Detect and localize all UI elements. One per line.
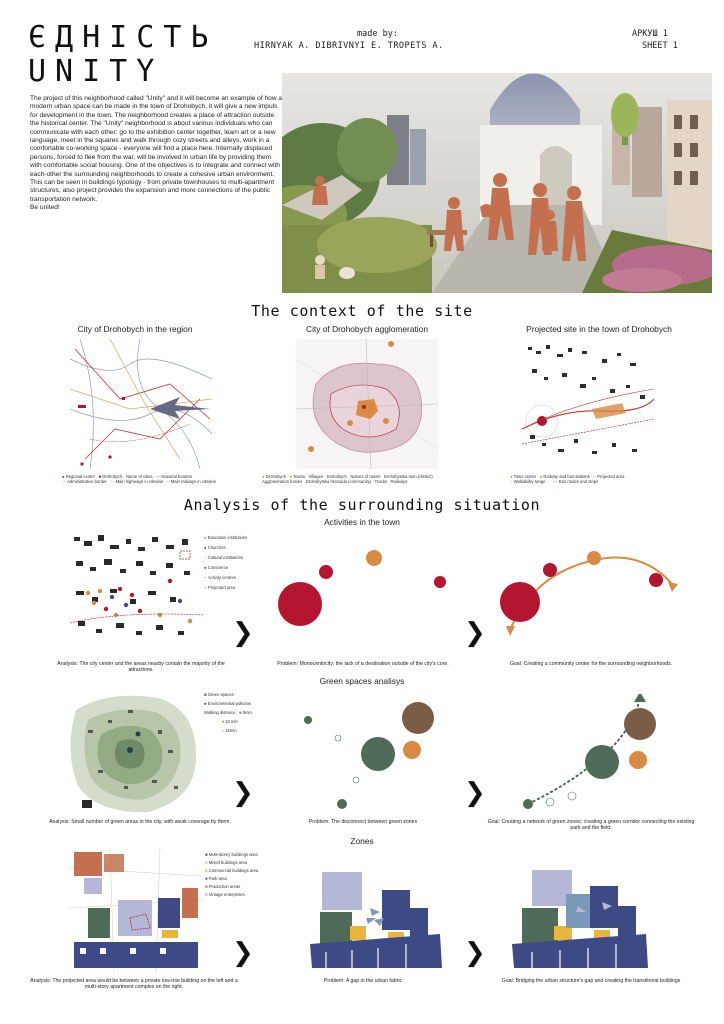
legend-item: Projected area: [597, 474, 625, 479]
green-spaces-problem-diagram: [282, 696, 452, 816]
legend-item: Commerce: [207, 565, 229, 570]
activities-caption-problem: Problem: Monocentricity: the lack of a destination outside of the city's core.: [277, 661, 449, 667]
green-spaces-title: Green spaces analisys: [319, 676, 405, 686]
legend-item: Agglomeration border: [262, 479, 303, 484]
legend-item: Mixed buildings area: [208, 860, 248, 865]
green-spaces-map: [68, 690, 204, 816]
legend-item: Vintage enterprises: [208, 892, 245, 897]
legend-item: 10 min: [225, 719, 238, 724]
intro-closing: Be united!: [30, 204, 60, 212]
intro-paragraph: The project of this neighborhood called "Unity" and it will become an example of how a modern urban space can be made in the town of Drohobych, it will give a new impuls for development in the town. The neighborhood creates a place of attraction outside the historical center. The "Unity" neighborhood is about various individuals who can communicate with each other: go to the exhibition center together, learn art or a new language, meet in the squares and walk through cozy streets and alleys, work in a comfortable co-working space - everyone will find a place here. Internally displaced persons, forced to flee from the war, will be involved in urban life by providing them with comfortable social housing. One of the objectives is to integrate and connect with each-other the surrounding neighborhoods to create a cohesive urban environment. This can be seen in buildings typology - from private townhouses to multi-apartment structures, also project provides the expansion and more connections of the public transportation network.: [30, 95, 283, 203]
chevron-right-icon: ❯: [232, 778, 254, 808]
legend-item: Park area: [208, 876, 227, 881]
legend-item: Walking distance:: [204, 710, 237, 715]
legend-item: Drohobych: [102, 474, 123, 479]
legend-item: Multi-storey buildings area: [208, 852, 258, 857]
legend-item: Activity centres: [207, 575, 236, 580]
green-spaces-caption-problem: Problem: The disconnect between green zones: [308, 819, 418, 825]
region-map: [70, 339, 212, 469]
activities-caption-goal: Goal: Creating a community center for the surrounding neighborhoods.: [509, 661, 673, 667]
zones-caption-goal: Goal: Bridging the urban structure's gap and creating the transitional buildings: [501, 978, 681, 984]
legend-item: Education institutions: [207, 535, 248, 540]
legend-item: Main highways in Ukraine: [115, 479, 164, 484]
legend-item: Railway and bus stations: [543, 474, 590, 479]
site-map-legend: ● Town center ● Railway and bus stations -- Projected area ○ Walkability range — Bus routes and stops: [510, 474, 625, 484]
region-map-legend: ● Regional center ■ Drohobych Name of cities — National borders — Administrative border — Main highways in Ukraine -- Main railways in Ukraine: [62, 474, 217, 484]
legend-item: Commercial buildings area: [208, 868, 259, 873]
legend-item: Environmental pollution: [207, 701, 252, 706]
legend-item: Projected area: [207, 585, 236, 590]
legend-item: Names of towns: [350, 474, 381, 479]
activities-problem-diagram: [268, 540, 458, 650]
zones-title: Zones: [350, 836, 374, 846]
legend-item: 5min: [242, 710, 252, 715]
green-spaces-legend: ■ Green spaces ● Environmental pollution Walking distance: ■ 5min ■ 10 min ■ 15min: [204, 692, 252, 733]
legend-item: Towns: [293, 474, 305, 479]
sheet-label-en: SHEET 1: [642, 41, 678, 51]
legend-item: National borders: [161, 474, 193, 479]
chevron-right-icon: ❯: [464, 778, 486, 808]
legend-item: Walkability range: [513, 479, 546, 484]
context-map-title-site: Projected site in the town of Drohobych: [526, 324, 672, 334]
context-map-title-region: City of Drohobych in the region: [77, 324, 193, 334]
zones-map: [70, 848, 202, 974]
activities-caption-analysis: Analysis: The city center and the areas nearby contain the majority of the attractions.: [57, 661, 225, 674]
chevron-right-icon: ❯: [464, 938, 486, 968]
legend-item: Regional center: [65, 474, 96, 479]
chevron-right-icon: ❯: [464, 618, 486, 648]
legend-item: Town center: [513, 474, 537, 479]
legend-item: Drohobytska rasn (district): [383, 474, 433, 479]
site-map: [522, 339, 654, 469]
title-english: UNITY: [28, 54, 164, 89]
activities-map: [70, 531, 204, 653]
analysis-section-title: Analysis of the surrounding situation: [183, 496, 541, 514]
legend-item: 15min: [225, 728, 237, 733]
context-section-title: The context of the site: [251, 302, 473, 320]
green-spaces-caption-goal: Goal: Creating a network of green zones; creating a green corridor connecting the existing park and the field.: [487, 819, 695, 832]
made-by-label: made by:: [357, 29, 398, 39]
agglomeration-map: [296, 339, 438, 469]
context-map-title-agglomeration: City of Drohobych agglomeration: [306, 324, 428, 334]
sheet-label-ua: АРКУШ 1: [632, 29, 668, 39]
legend-item: Name of cities: [126, 474, 153, 479]
legend-item: Production areas: [208, 884, 241, 889]
legend-item: Bus routes and stops: [558, 479, 599, 484]
legend-item: Drohobytska hromada (community): [305, 479, 372, 484]
activities-legend: ● Education institutions ● Churches ○ Cultural institutions ● Commerce -- Activity centres -- Projected area: [204, 535, 248, 590]
green-spaces-caption-analysis: Analysis: Small number of green areas in the city, with weak coverage by them.: [49, 819, 231, 825]
intro-text: [30, 95, 284, 213]
legend-item: Cultural institutions: [207, 555, 244, 560]
legend-item: Tracks: [374, 479, 388, 484]
green-spaces-goal-diagram: [510, 694, 680, 818]
legend-item: Churches: [207, 545, 226, 550]
legend-item: Drohobych: [265, 474, 286, 479]
title-ukrainian: ЄДНІСТЬ: [28, 20, 218, 55]
legend-item: Railways: [390, 479, 408, 484]
activities-goal-diagram: [496, 540, 686, 650]
legend-item: Green spaces: [207, 692, 234, 697]
legend-item: Drohobych: [326, 474, 347, 479]
hero-collage: [282, 55, 712, 293]
legend-item: Villages: [308, 474, 324, 479]
zones-caption-problem: Problem: A gap in the urban fabric: [323, 978, 403, 984]
zones-legend: ■ Multi-storey buildings area ■ Mixed buildings area ■ Commercial buildings area ■ Park area ■ Production areas ■ Vintage enterprises: [205, 852, 259, 897]
legend-item: Administrative border: [67, 479, 107, 484]
authors: HIRNYAK A. DIBRIVNYI E. TROPETS A.: [254, 41, 444, 51]
activities-title: Activities in the town: [324, 517, 400, 527]
chevron-right-icon: ❯: [232, 618, 254, 648]
zones-problem-diagram: [306, 868, 446, 972]
zones-caption-analysis: Analysis: The projected area would be between a private low-rise building on the left and a multi-story apartment complex on the right.: [30, 978, 238, 991]
chevron-right-icon: ❯: [232, 938, 254, 968]
agglomeration-map-legend: ● Drohobych ● Towns Villages Drohobych Names of towns Drohobytska rasn (district) Agglomeration border Drohobytska hromada (community) Tracks Railways: [262, 474, 433, 484]
zones-goal-diagram: [508, 866, 652, 972]
legend-item: Main railways in Ukraine: [170, 479, 217, 484]
